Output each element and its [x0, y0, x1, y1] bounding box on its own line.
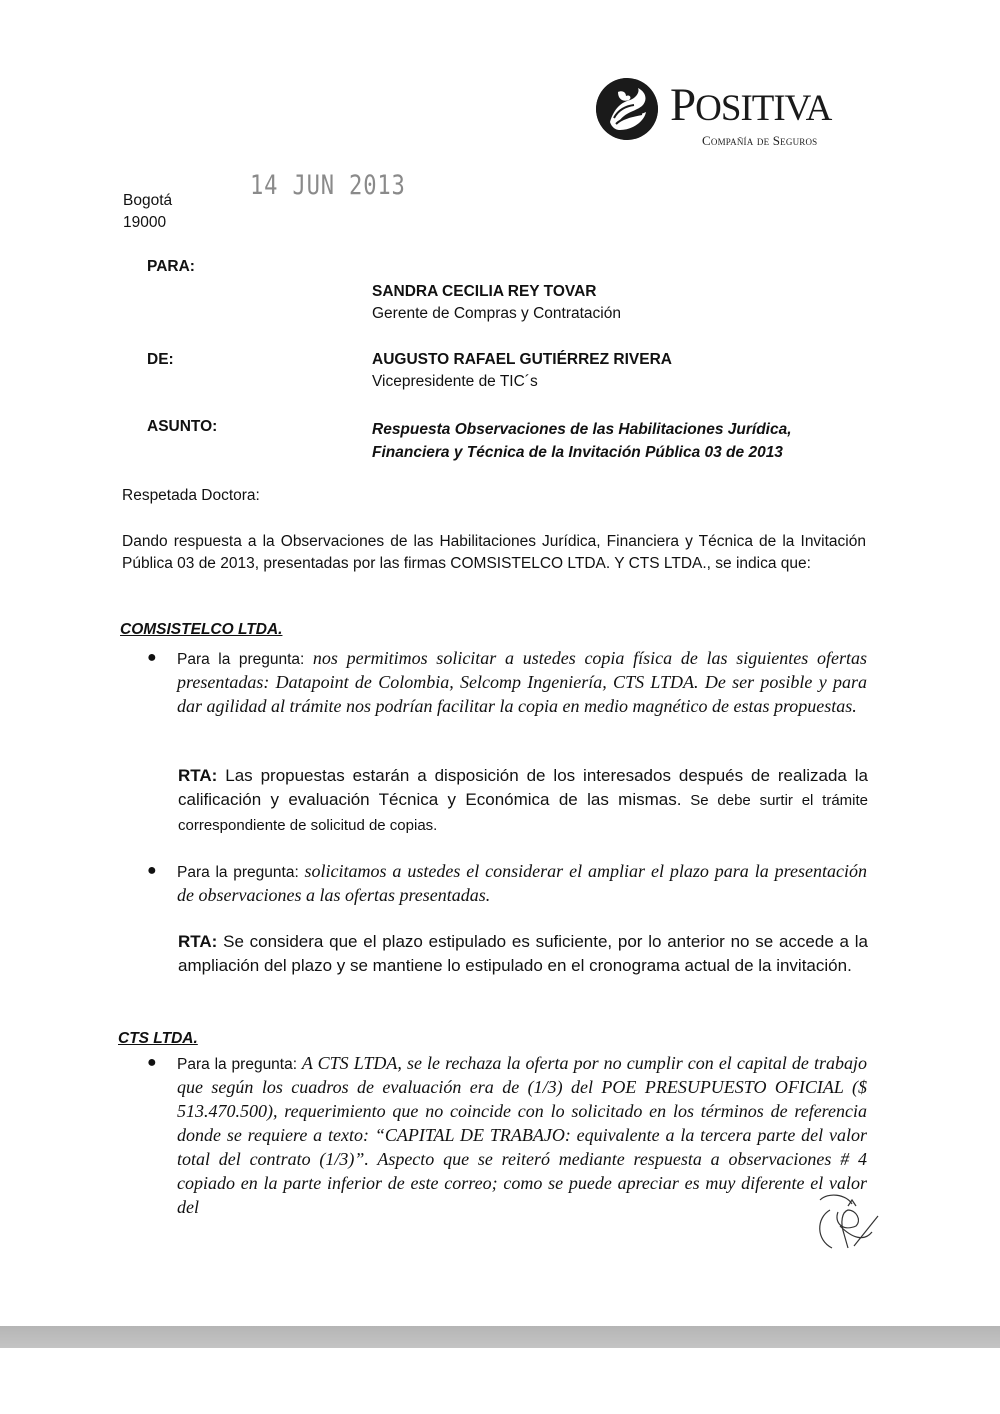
- from-role: Vicepresidente de TIC´s: [372, 373, 538, 390]
- subject-label: ASUNTO:: [147, 418, 218, 435]
- section-heading-cts: CTS LTDA.: [118, 1030, 198, 1047]
- positiva-wave-icon: [596, 78, 658, 140]
- subject-line-1: Respuesta Observaciones de las Habilitaciones Jurídica,: [372, 421, 792, 438]
- list-item: [147, 860, 867, 908]
- company-logo: [596, 78, 876, 148]
- answer-text: Las propuestas estarán a disposición de los interesados después de realizada la calificación y evaluación Técnica y Económica de las mismas.: [178, 766, 868, 809]
- intro-paragraph: Dando respuesta a la Observaciones de las Habilitaciones Jurídica, Financiera y Técnica de la Invitación Pública 03 de 2013, presentadas por las firmas COMSISTELCO LTDA. Y CTS LTDA., se indica que:: [122, 533, 866, 572]
- question-text: A CTS LTDA, se le rechaza la oferta por no cumplir con el capital de trabajo que según los cuadros de evaluación era de (1/3) del POE PRESUPUESTO OFICIAL ($ 513.470.500), requerimiento que no coincide con lo solicitado en los términos de referencia donde se requiere a texto: “CAPITAL DE TRABAJO: equivalente a la tercera parte del valor total del contrato (1/3)”. Aspecto que se reiteró mediante respuesta a observaciones # 4 copiado en la parte inferior de este correo; como se puede apreciar es muy diferente el valor del: [177, 1053, 867, 1217]
- section-heading-comsistelco: COMSISTELCO LTDA.: [120, 621, 283, 638]
- to-role: Gerente de Compras y Contratación: [372, 305, 621, 322]
- answer-label: RTA:: [178, 932, 218, 951]
- question-lead: Para la pregunta:: [177, 864, 305, 881]
- logo-tagline: Compañía de Seguros: [702, 133, 818, 148]
- answer-paragraph: [178, 764, 868, 838]
- question-lead: Para la pregunta:: [177, 1056, 302, 1073]
- salutation: Respetada Doctora:: [122, 487, 260, 504]
- to-name: SANDRA CECILIA REY TOVAR: [372, 283, 597, 300]
- bullet-icon: ●: [147, 1054, 157, 1071]
- answer-extra: Se debe surtir el trámite correspondiente de solicitud de copias.: [178, 792, 869, 834]
- bullet-icon: ●: [147, 649, 157, 666]
- question-text: nos permitimos solicitar a ustedes copia física de las siguientes ofertas presentadas: Datapoint de Colombia, Selcomp Ingeniería, CTS LTDA. De ser posible y para dar agilidad al trámite nos podrían facilitar la copia en medio magnético de estas propuestas.: [177, 648, 867, 716]
- date-stamp: 14 JUN 2013: [250, 170, 406, 201]
- scan-edge-band: [0, 1326, 1000, 1348]
- subject-line-2: Financiera y Técnica de la Invitación Pública 03 de 2013: [372, 444, 783, 461]
- answer-text: Se considera que el plazo estipulado es suficiente, por lo anterior no se accede a la ampliación del plazo y se mantiene lo estipulado en el cronograma actual de la invitación.: [178, 932, 868, 975]
- city-block: [123, 190, 172, 234]
- reference-code: 19000: [123, 214, 167, 231]
- from-name: AUGUSTO RAFAEL GUTIÉRREZ RIVERA: [372, 351, 672, 368]
- city: Bogotá: [123, 192, 173, 209]
- answer-label: RTA:: [178, 766, 218, 785]
- list-item: [147, 647, 867, 719]
- subject: [372, 418, 792, 464]
- list-item: [147, 1052, 867, 1220]
- question-text: solicitamos a ustedes el considerar el ampliar el plazo para la presentación de observaciones a las ofertas presentadas.: [177, 861, 867, 905]
- bullet-icon: ●: [147, 862, 157, 879]
- logo-wordmark: POSITIVA: [670, 79, 832, 131]
- question-lead: Para la pregunta:: [177, 651, 313, 668]
- handwritten-initials-icon: [812, 1192, 880, 1256]
- to-label: PARA:: [147, 258, 195, 275]
- from-label: DE:: [147, 351, 174, 368]
- answer-paragraph: [178, 930, 868, 978]
